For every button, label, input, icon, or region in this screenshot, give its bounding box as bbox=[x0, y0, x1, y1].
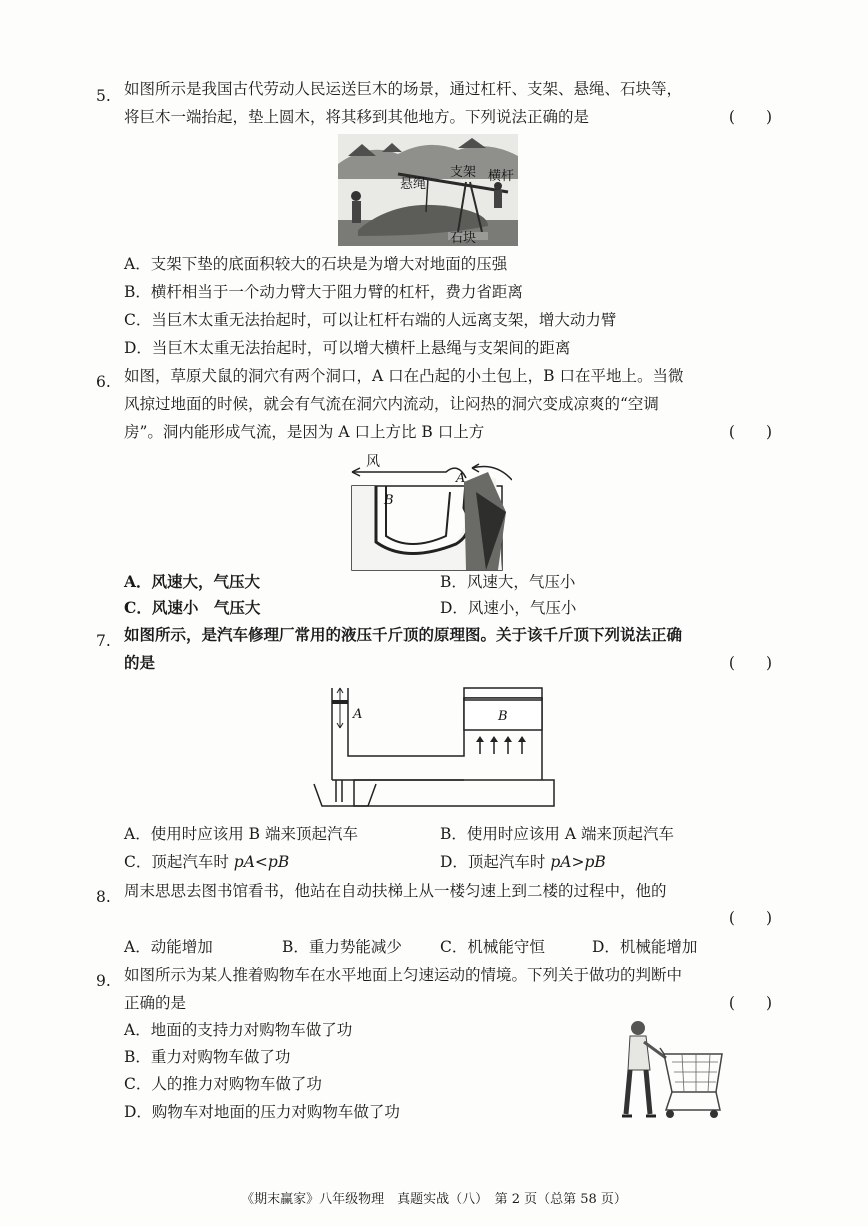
q9-number: 9. bbox=[96, 972, 111, 990]
q9-option-c: C．人的推力对购物车做了功 bbox=[124, 1075, 322, 1093]
q7-figure-hydraulic-jack bbox=[310, 684, 556, 808]
q9-option-d: D．购物车对地面的压力对购物车做了功 bbox=[124, 1103, 400, 1121]
q6-line-1: 如图，草原犬鼠的洞穴有两个洞口，A 口在凸起的小土包上，B 口在平地上。当微 bbox=[124, 367, 684, 385]
q5-answer-bracket: ( ) bbox=[728, 108, 772, 126]
q5-number: 5. bbox=[96, 87, 111, 105]
q8-option-d: D．机械能增加 bbox=[592, 938, 698, 956]
q6-option-d: D．风速小，气压小 bbox=[440, 599, 577, 617]
q7-option-c-formula: pA<pB bbox=[233, 853, 290, 871]
q5-label-bar: 横杆 bbox=[488, 168, 515, 183]
q6-line-3: 房”。洞内能形成气流，是因为 A 口上方比 B 口上方 bbox=[124, 423, 485, 441]
q7-line-2: 的是 bbox=[124, 653, 156, 672]
q7-option-a: A．使用时应该用 B 端来顶起汽车 bbox=[124, 825, 358, 843]
q7-option-d-formula: pA>pB bbox=[550, 853, 606, 871]
q6-line-2: 风掠过地面的时候，就会有气流在洞穴内流动，让闷热的洞穴变成凉爽的“空调 bbox=[124, 395, 659, 413]
q5-label-stone: 石块 bbox=[450, 230, 477, 245]
q5-line-2: 将巨木一端抬起，垫上圆木，将其移到其他地方。下列说法正确的是 bbox=[124, 108, 590, 126]
q7-label-a: A bbox=[353, 707, 363, 722]
q8-line-1: 周末思思去图书馆看书，他站在自动扶梯上从一楼匀速上到二楼的过程中，他的 bbox=[124, 882, 667, 900]
q7-option-d-text: D．顶起汽车时 bbox=[440, 853, 551, 871]
q6-option-a: A．风速大，气压大 bbox=[124, 572, 261, 591]
q5-option-a: A．支架下垫的底面积较大的石块是为增大对地面的压强 bbox=[124, 255, 508, 273]
q7-answer-bracket: ( ) bbox=[728, 654, 772, 672]
q9-option-a: A．地面的支持力对购物车做了功 bbox=[124, 1021, 353, 1039]
q6-number: 6. bbox=[96, 373, 111, 391]
q9-option-b: B．重力对购物车做了功 bbox=[124, 1048, 291, 1066]
q5-label-rope: 悬绳 bbox=[400, 176, 427, 191]
q8-option-c: C．机械能守恒 bbox=[440, 938, 545, 956]
q9-line-1: 如图所示为某人推着购物车在水平地面上匀速运动的情境。下列关于做功的判断中 bbox=[124, 966, 683, 984]
q7-label-b: B bbox=[498, 709, 508, 724]
q6-answer-bracket: ( ) bbox=[728, 423, 772, 441]
q7-number: 7. bbox=[96, 632, 111, 650]
q6-option-b: B．风速大，气压小 bbox=[440, 573, 576, 591]
q7-line-1: 如图所示，是汽车修理厂常用的液压千斤顶的原理图。关于该千斤顶下列说法正确 bbox=[124, 625, 683, 644]
q6-label-b: B bbox=[384, 493, 394, 508]
q5-option-b: B．横杆相当于一个动力臂大于阻力臂的杠杆，费力省距离 bbox=[124, 283, 523, 301]
q5-label-support: 支架 bbox=[450, 164, 477, 179]
q5-option-d: D．当巨木太重无法抬起时，可以增大横杆上悬绳与支架间的距离 bbox=[124, 339, 571, 357]
q7-option-c bbox=[124, 851, 289, 873]
q6-label-wind: 风 bbox=[366, 454, 380, 470]
q9-answer-bracket: ( ) bbox=[728, 994, 772, 1012]
q8-option-a: A．动能增加 bbox=[124, 938, 213, 956]
q8-option-b: B．重力势能减少 bbox=[282, 938, 402, 956]
q5-option-c: C．当巨木太重无法抬起时，可以让杠杆右端的人远离支架，增大动力臂 bbox=[124, 311, 617, 329]
q7-option-d bbox=[440, 851, 606, 873]
q6-figure-prairie-dog-burrow bbox=[346, 452, 512, 572]
q7-option-b: B．使用时应该用 A 端来顶起汽车 bbox=[440, 825, 674, 843]
q5-line-1: 如图所示是我国古代劳动人民运送巨木的场景，通过杠杆、支架、悬绳、石块等， bbox=[124, 80, 683, 98]
q8-answer-bracket: ( ) bbox=[728, 909, 772, 927]
q5-figure-ancient-log-transport bbox=[338, 134, 518, 246]
q9-figure-person-pushing-cart bbox=[616, 1018, 728, 1122]
page-footer: 《期末赢家》八年级物理 真题实战（八） 第 2 页（总第 58 页） bbox=[241, 1192, 627, 1207]
q6-label-a: A bbox=[456, 471, 466, 486]
q8-number: 8. bbox=[96, 888, 111, 906]
q6-option-c: C．风速小 气压大 bbox=[124, 598, 261, 617]
q7-option-c-text: C．顶起汽车时 bbox=[124, 853, 234, 871]
q9-line-2: 正确的是 bbox=[124, 994, 187, 1012]
